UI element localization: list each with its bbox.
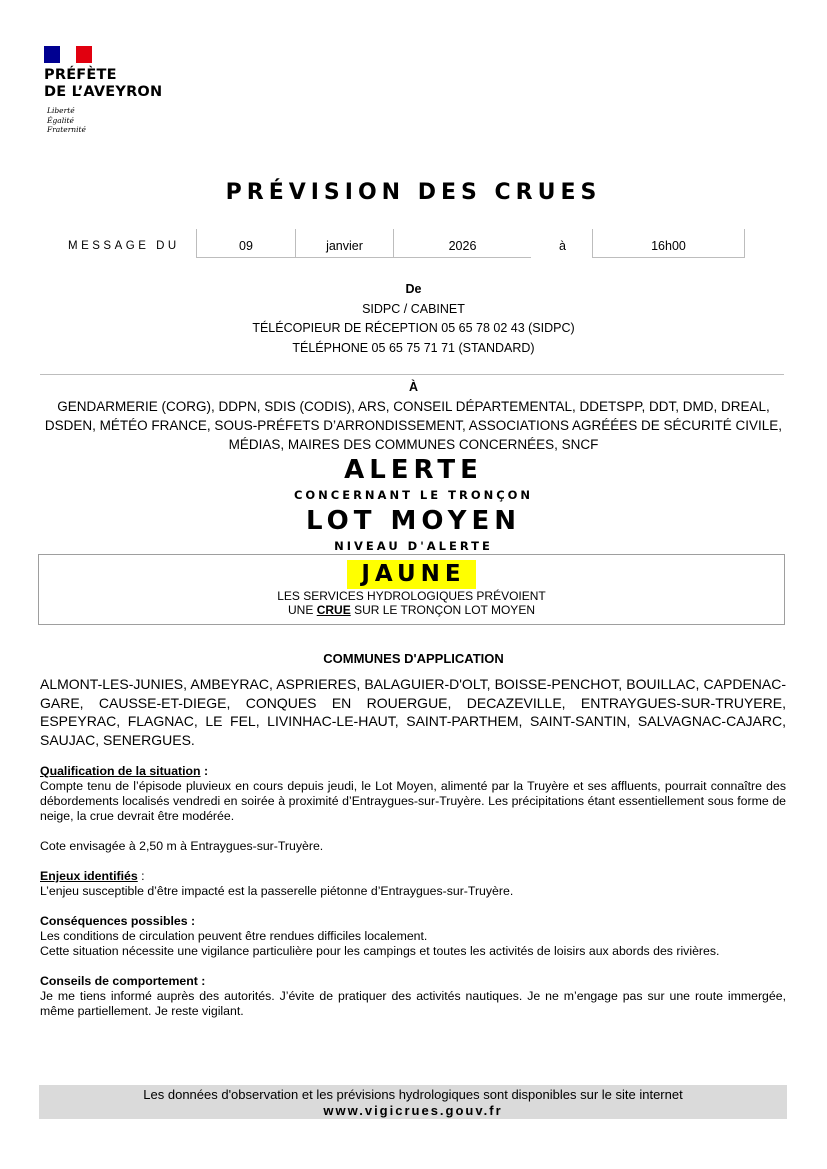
conseils-text: Je me tiens informé auprès des autorités. J’évite de pratiquer des activités nautiques. Je ne m’engage pas sur une route immergée, même partiellement. Je reste vigilant. <box>40 989 786 1018</box>
qualification-heading-suffix: : <box>200 764 209 778</box>
forecast-prefix: UNE <box>288 603 314 617</box>
sender-phone: TÉLÉPHONE 05 65 75 71 71 (STANDARD) <box>292 340 535 355</box>
conseils-heading: Conseils de comportement : <box>40 974 206 988</box>
river-section-name: LOT MOYEN <box>306 506 521 536</box>
motto-fraternite: Fraternité <box>47 125 86 134</box>
message-day: 09 <box>196 229 295 258</box>
motto-egalite: Égalité <box>47 115 74 125</box>
qualification-heading-line <box>40 764 786 779</box>
recipients-list: GENDARMERIE (CORG), DDPN, SDIS (CODIS), ARS, CONSEIL DÉPARTEMENTAL, DDETSPP, DDT, DMD, DREAL, DSDEN, MÉTÉO FRANCE, SOUS-PRÉFETS D’ARRONDISSEMENT, ASSOCIATIONS AGRÉÉES DE SÉCURITÉ CIVILE, MÉDIAS, MAIRES DES COMMUNES CONCERNÉES, SNCF <box>44 399 783 452</box>
conseils-section <box>40 974 786 1019</box>
forecast-crue-word: CRUE <box>316 603 351 617</box>
alert-level-badge: JAUNE <box>347 560 475 589</box>
qualification-heading: Qualification de la situation <box>40 764 201 778</box>
message-time: 16h00 <box>592 229 745 258</box>
recipients-heading: À <box>408 380 419 394</box>
enjeux-heading-suffix: : <box>137 869 145 883</box>
alert-level-box <box>38 554 785 625</box>
alert-concerning: CONCERNANT LE TRONÇON <box>293 488 534 502</box>
sender-fax: TÉLÉCOPIEUR DE RÉCEPTION 05 65 78 02 43 (SIDPC) <box>252 321 575 335</box>
page-title: PRÉVISION DES CRUES <box>225 180 602 205</box>
communes-heading: COMMUNES D'APPLICATION <box>323 651 504 666</box>
forecast-line2 <box>39 603 784 617</box>
forecast-line1: LES SERVICES HYDROLOGIQUES PRÉVOIENT <box>277 589 546 603</box>
sender-block <box>0 280 827 358</box>
qualification-section <box>40 764 786 854</box>
enjeux-heading: Enjeux identifiés <box>40 869 138 883</box>
sender-heading: De <box>405 282 422 296</box>
forecast-suffix: SUR LE TRONÇON LOT MOYEN <box>354 603 535 617</box>
message-month: janvier <box>295 229 393 258</box>
consequences-heading: Conséquences possibles : <box>40 914 196 928</box>
qualification-level: Cote envisagée à 2,50 m à Entraygues-sur-Truyère. <box>40 839 324 853</box>
footer-url-link[interactable]: www.vigicrues.gouv.fr <box>323 1103 503 1118</box>
divider <box>40 374 784 375</box>
enjeux-heading-line <box>40 869 786 884</box>
enjeux-text: L’enjeu susceptible d’être impacté est la passerelle piétonne d’Entraygues-sur-Truyère. <box>40 884 514 898</box>
republic-motto <box>44 106 194 135</box>
message-at: à <box>559 239 566 253</box>
communes-list: ALMONT-LES-JUNIES, AMBEYRAC, ASPRIERES, BALAGUIER-D'OLT, BOISSE-PENCHOT, BOUILLAC, CAPDENAC-GARE, CAUSSE-ET-DIEGE, CONQUES EN ROUERGUE, DECAZEVILLE, ENTRAYGUES-SUR-TRUYERE, ESPEYRAC, FLAGNAC, LE FEL, LIVINHAC-LE-HAUT, SAINT-PARTHEM, SAINT-SANTIN, SALVAGNAC-CAJARC, SAUJAC, SENERGUES. <box>40 676 786 748</box>
consequences-section <box>40 914 786 959</box>
consequences-line: Les conditions de circulation peuvent être rendues difficiles localement. <box>40 929 428 943</box>
prefecture-name-line2: DE L’AVEYRON <box>44 84 163 100</box>
message-label: MESSAGE DU <box>68 240 180 252</box>
sender-line: SIDPC / CABINET <box>362 301 465 316</box>
recipients-block <box>0 378 827 454</box>
footer-banner <box>39 1085 787 1119</box>
prefecture-name-line1: PRÉFÈTE <box>44 67 117 83</box>
consequences-line: Cette situation nécessite une vigilance particulière pour les campings et toutes les activités de loisirs aux abords des rivières. <box>40 944 720 958</box>
message-year: 2026 <box>393 229 531 258</box>
enjeux-section <box>40 869 786 899</box>
prefecture-logo <box>44 46 194 135</box>
alert-title: ALERTE <box>344 455 483 485</box>
message-date-row <box>0 229 827 258</box>
alert-level-label: NIVEAU D'ALERTE <box>334 539 493 553</box>
marianne-flag-icon <box>44 46 92 63</box>
situation-sections <box>40 764 786 1034</box>
motto-liberte: Liberté <box>47 106 75 115</box>
qualification-text: Compte tenu de l’épisode pluvieux en cours depuis jeudi, le Lot Moyen, alimenté par la Truyère et ses affluents, pourrait connaître des débordements localisés vendredi en soirée à proximité d’Entraygues-sur-Truyère. Les précipitations étant essentiellement sous forme de neige, la crue devrait être modérée. <box>40 779 786 823</box>
footer-text: Les données d'observation et les prévisions hydrologiques sont disponibles sur le site internet <box>143 1087 683 1102</box>
